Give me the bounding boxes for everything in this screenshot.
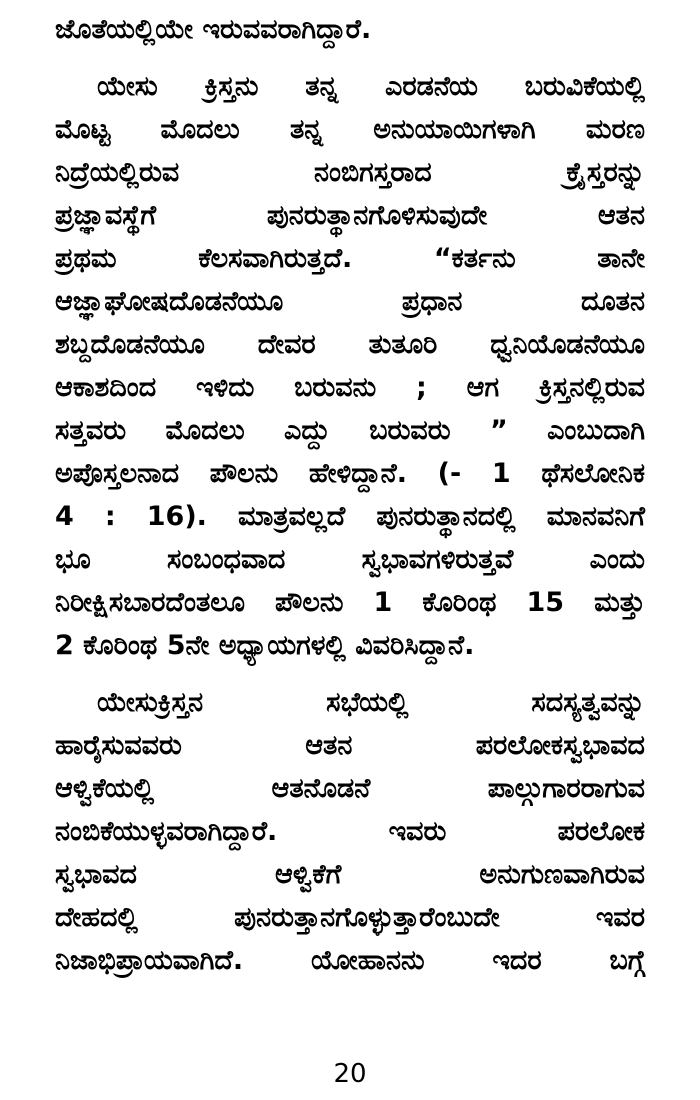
text-line: ನಂಬಿಕೆಯುಳ್ಳವರಾಗಿದ್ದಾರೆ. ಇವರು ಪರಲೋಕ bbox=[55, 816, 645, 847]
text-line: ಜೊತೆಯಲ್ಲಿಯೇ ಇರುವವರಾಗಿದ್ದಾರೆ. bbox=[55, 14, 372, 45]
paragraph-2 bbox=[55, 65, 645, 667]
page-number: 20 bbox=[333, 1059, 367, 1089]
text-line: 4 : 16). ಮಾತ್ರವಲ್ಲದೆ ಪುನರುತ್ಥಾನದಲ್ಲಿ ಮಾನವನಿಗೆ bbox=[55, 501, 645, 532]
text-line: 2 ಕೊರಿಂಥ 5ನೇ ಅಧ್ಯಾಯಗಳಲ್ಲಿ ವಿವರಿಸಿದ್ದಾನೆ. bbox=[55, 630, 475, 661]
text-line: ಯೇಸು ಕ್ರಿಸ್ತನು ತನ್ನ ಎರಡನೆಯ ಬರುವಿಕೆಯಲ್ಲಿ bbox=[97, 71, 645, 102]
text-line: ಹಾರೈಸುವವರು ಆತನ ಪರಲೋಕಸ್ವಭಾವದ bbox=[55, 730, 645, 761]
text-line: ಪ್ರಜ್ಞಾವಸ್ಥೆಗೆ ಪುನರುತ್ಥಾನಗೊಳಿಸುವುದೇ ಆತನ bbox=[55, 200, 645, 231]
text-line: ಶಬ್ದದೊಡನೆಯೂ ದೇವರ ತುತೂರಿ ಧ್ವನಿಯೊಡನೆಯೂ bbox=[55, 329, 645, 360]
text-line: ಯೇಸುಕ್ರಿಸ್ತನ ಸಭೆಯಲ್ಲಿ ಸದಸ್ಯತ್ವವನ್ನು bbox=[97, 687, 645, 718]
page-body bbox=[55, 8, 645, 996]
text-line: ಸತ್ತವರು ಮೊದಲು ಎದ್ದು ಬರುವರು ” ಎಂಬುದಾಗಿ bbox=[55, 415, 645, 446]
text-line: ಅಪೊಸ್ತಲನಾದ ಪೌಲನು ಹೇಳಿದ್ದಾನೆ. (- 1 ಥೆಸಲೋನಿಕ bbox=[55, 458, 645, 489]
text-line: ಆಳ್ವಿಕೆಯಲ್ಲಿ ಆತನೊಡನೆ ಪಾಲ್ಗುಗಾರರಾಗುವ bbox=[55, 773, 645, 804]
text-line: ಸ್ವಭಾವದ ಆಳ್ವಿಕೆಗೆ ಅನುಗುಣವಾಗಿರುವ bbox=[55, 859, 645, 890]
text-line: ಆಜ್ಞಾಘೋಷದೊಡನೆಯೂ ಪ್ರಧಾನ ದೂತನ bbox=[55, 286, 645, 317]
text-line: ಮೊಟ್ಟ ಮೊದಲು ತನ್ನ ಅನುಯಾಯಿಗಳಾಗಿ ಮರಣ bbox=[55, 114, 645, 145]
text-line: ಭೂ ಸಂಬಂಧವಾದ ಸ್ವಭಾವಗಳಿರುತ್ತವೆ ಎಂದು bbox=[55, 544, 645, 575]
text-line: ನಿರೀಕ್ಷಿಸಬಾರದೆಂತಲೂ ಪೌಲನು 1 ಕೊರಿಂಥ 15 ಮತ್ತು bbox=[55, 587, 645, 618]
text-line: ದೇಹದಲ್ಲಿ ಪುನರುತ್ತಾನಗೊಳ್ಳುತ್ತಾರೆಂಬುದೇ ಇವರ bbox=[55, 902, 645, 933]
text-line: ನಿದ್ರೆಯಲ್ಲಿರುವ ನಂಬಿಗಸ್ತರಾದ ಕ್ರೈಸ್ತರನ್ನು bbox=[55, 157, 645, 188]
paragraph-1 bbox=[55, 8, 645, 51]
text-line: ನಿಜಾಭಿಪ್ರಾಯವಾಗಿದೆ. ಯೋಹಾನನು ಇದರ ಬಗ್ಗೆ bbox=[55, 945, 645, 976]
text-line: ಪ್ರಥಮ ಕೆಲಸವಾಗಿರುತ್ತದೆ. “ಕರ್ತನು ತಾನೇ bbox=[55, 243, 645, 274]
text-line: ಆಕಾಶದಿಂದ ಇಳಿದು ಬರುವನು ; ಆಗ ಕ್ರಿಸ್ತನಲ್ಲಿರುವ bbox=[55, 372, 645, 403]
paragraph-3 bbox=[55, 681, 645, 982]
